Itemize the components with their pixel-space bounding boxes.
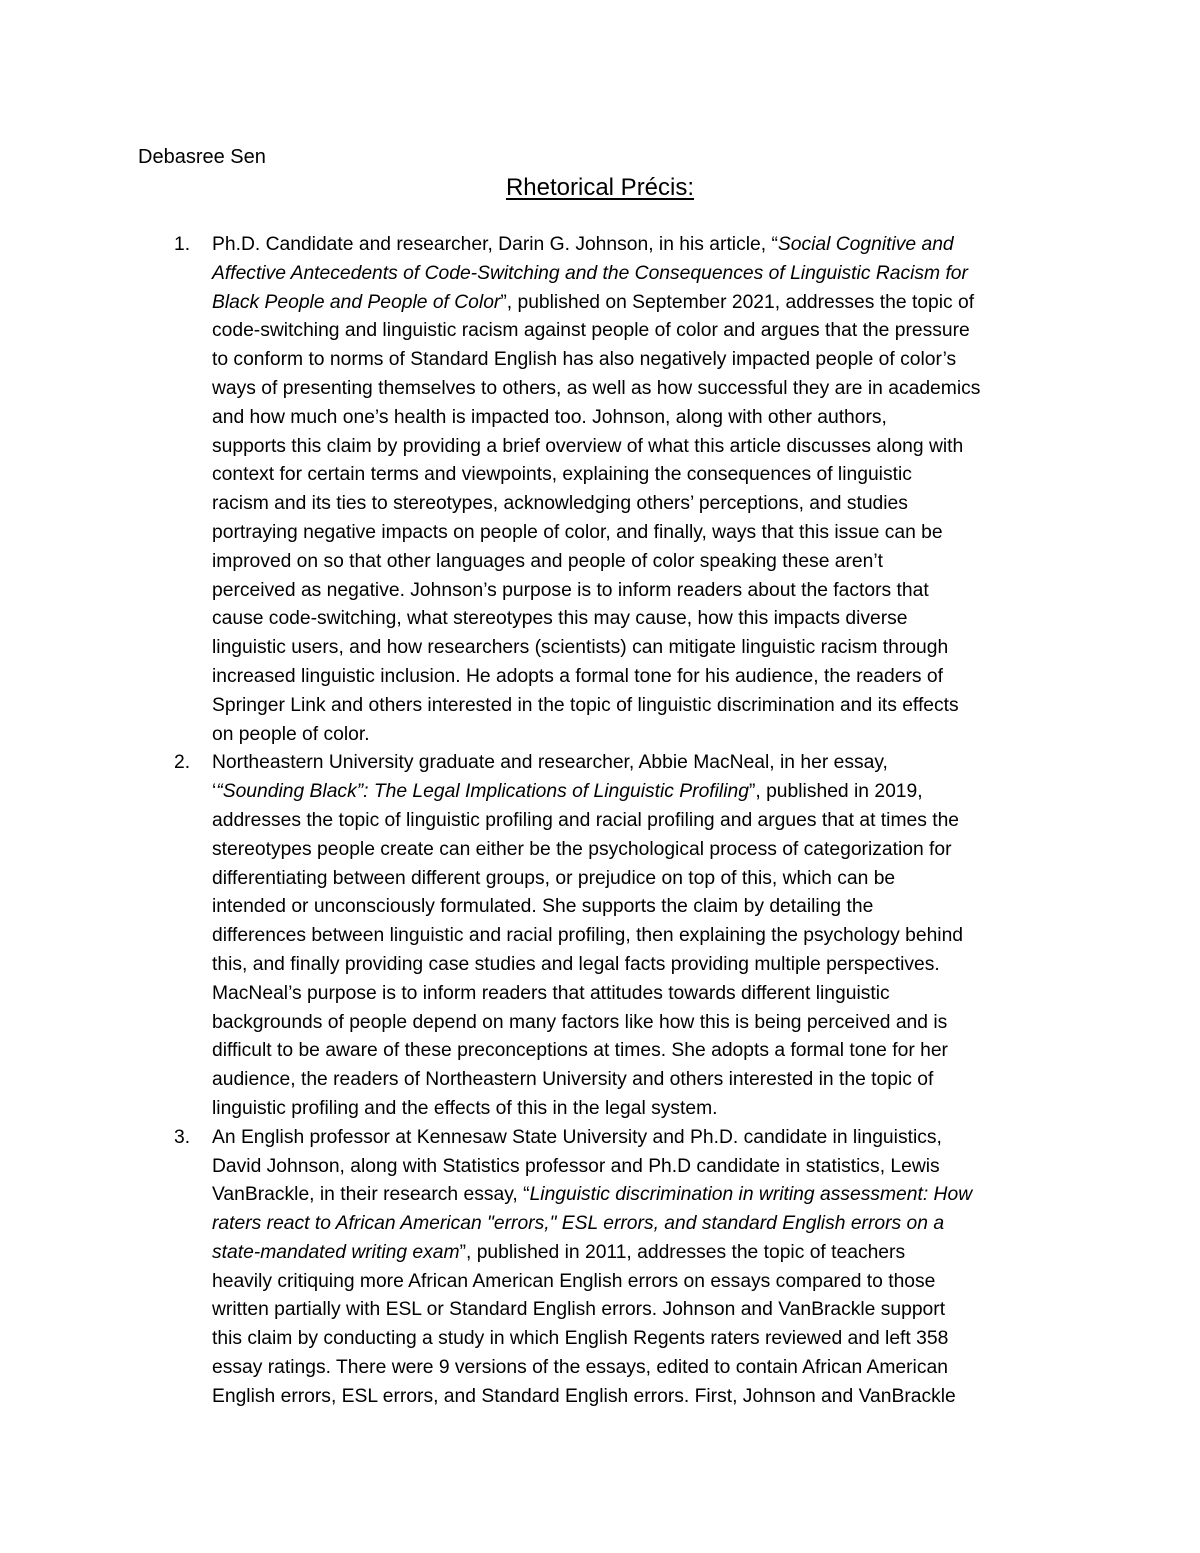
paragraph-line: supports this claim by providing a brief overview of what this article discusses along with (212, 435, 964, 457)
list-item (174, 749, 1072, 1123)
document-title-text: Rhetorical Précis: (505, 174, 695, 201)
paragraph-line: English errors, ESL errors, and Standard English errors. First, Johnson and VanBrackle (212, 1385, 956, 1407)
paragraph-line: An English professor at Kennesaw State University and Ph.D. candidate in linguistics, (212, 1126, 942, 1148)
list-item-number: 1. (174, 234, 191, 255)
paragraph-line: linguistic profiling and the effects of this in the legal system. (212, 1097, 718, 1119)
paragraph-line: written partially with ESL or Standard English errors. Johnson and VanBrackle support (212, 1299, 946, 1321)
cited-title: “Sounding Black”: The Legal Implications of Linguistic Profiling (216, 781, 749, 803)
paragraph-line: stereotypes people create can either be the psychological process of categorization for (212, 838, 952, 860)
paragraph-line: portraying negative impacts on people of color, and finally, ways that this issue can be (212, 521, 943, 543)
paragraph-line: code-switching and linguistic racism against people of color and argues that the pressure (212, 320, 970, 342)
cited-title: Social Cognitive and (777, 234, 954, 255)
paragraph-line: this, and finally providing case studies and legal facts providing multiple perspectives. (212, 953, 940, 975)
list-item (174, 1124, 1072, 1412)
list-item-number: 3. (174, 1126, 191, 1148)
paragraph-line: ways of presenting themselves to others, as well as how successful they are in academics (212, 377, 981, 399)
paragraph-line: perceived as negative. Johnson’s purpose is to inform readers about the factors that (212, 579, 929, 601)
list-item-number: 2. (174, 752, 191, 774)
paragraph-line: linguistic users, and how researchers (scientists) can mitigate linguistic racism through (212, 637, 949, 659)
paragraph-line: differences between linguistic and racial profiling, then explaining the psychology behind (212, 925, 964, 947)
paragraph-line (212, 1210, 1072, 1239)
cited-title: state-mandated writing exam (212, 1241, 460, 1263)
paragraph-line: heavily critiquing more African American English errors on essays compared to those (212, 1270, 936, 1292)
list-item (174, 231, 1072, 749)
precis-list (174, 231, 1072, 1412)
cited-title: Linguistic discrimination in writing assessment: How (529, 1184, 973, 1206)
paragraph-line: ‘“Sounding Black”: The Legal Implications of Linguistic Profiling”, published in 2019, (212, 781, 923, 803)
paragraph-line: and how much one’s health is impacted too. Johnson, along with other authors, (212, 406, 887, 428)
cited-title: Black People and People of Color (212, 291, 501, 313)
paragraph-line: Ph.D. Candidate and researcher, Darin G. Johnson, in his article, “Social Cognitive and (212, 234, 954, 255)
paragraph-line: racism and its ties to stereotypes, acknowledging others’ perceptions, and studies (212, 493, 908, 515)
paragraph-line: David Johnson, along with Statistics professor and Ph.D candidate in statistics, Lewis (212, 1155, 940, 1177)
paragraph-line: state-mandated writing exam”, published in 2011, addresses the topic of teachers (212, 1241, 906, 1263)
paragraph-line (212, 260, 1072, 289)
paragraph-line: Springer Link and others interested in the topic of linguistic discrimination and its effects (212, 694, 959, 716)
paragraph-line: VanBrackle, in their research essay, “Linguistic discrimination in writing assessment: How (212, 1184, 973, 1206)
paragraph-line: audience, the readers of Northeastern University and others interested in the topic of (212, 1069, 934, 1091)
cited-title: raters react to African American "errors," ESL errors, and standard English errors on a (212, 1213, 945, 1235)
paragraph-line: essay ratings. There were 9 versions of the essays, edited to contain African American (212, 1357, 948, 1379)
paragraph-line: cause code-switching, what stereotypes this may cause, how this impacts diverse (212, 608, 908, 630)
paragraph-line: to conform to norms of Standard English has also negatively impacted people of color’s (212, 349, 957, 371)
paragraph-line: addresses the topic of linguistic profiling and racial profiling and argues that at times the (212, 809, 960, 831)
paragraph-line: MacNeal’s purpose is to inform readers that attitudes towards different linguistic (212, 982, 890, 1004)
cited-title: Affective Antecedents of Code-Switching and the Consequences of Linguistic Racism for (212, 262, 968, 284)
paragraph-line: on people of color. (212, 723, 370, 745)
paragraph-line: context for certain terms and viewpoints, explaining the consequences of linguistic (212, 464, 912, 486)
author-name: Debasree Sen (138, 146, 266, 168)
paragraph-line: differentiating between different groups, or prejudice on top of this, which can be (212, 867, 896, 889)
paragraph-line: Black People and People of Color”, published on September 2021, addresses the topic of (212, 291, 975, 313)
paragraph-line: intended or unconsciously formulated. She supports the claim by detailing the (212, 896, 874, 918)
paragraph-line: this claim by conducting a study in which English Regents raters reviewed and left 358 (212, 1328, 949, 1350)
paragraph-line: improved on so that other languages and people of color speaking these aren’t (212, 550, 884, 572)
paragraph-line: backgrounds of people depend on many factors like how this is being perceived and is (212, 1011, 948, 1033)
paragraph-line: difficult to be aware of these preconceptions at times. She adopts a formal tone for her (212, 1040, 948, 1062)
document-title (0, 172, 1200, 204)
paragraph-line: increased linguistic inclusion. He adopts a formal tone for his audience, the readers of (212, 665, 943, 687)
paragraph-line: Northeastern University graduate and researcher, Abbie MacNeal, in her essay, (212, 752, 888, 774)
